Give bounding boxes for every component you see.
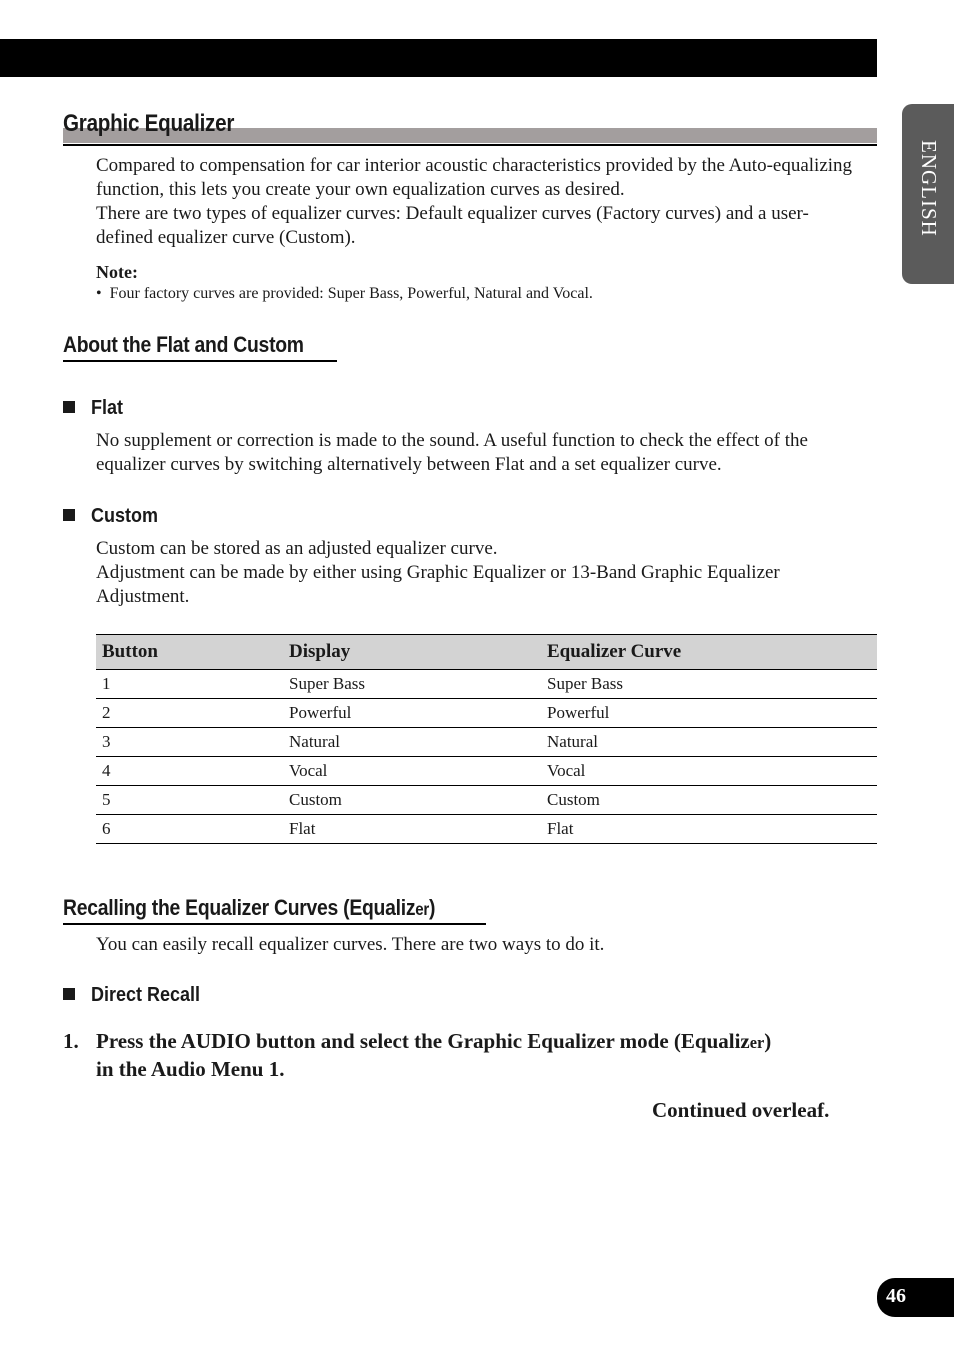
section-heading-text: About the Flat and Custom — [63, 332, 304, 357]
step-small-caps: er — [749, 1033, 765, 1052]
step-line: in the Audio Menu 1. — [96, 1057, 285, 1081]
title-rule — [63, 144, 877, 146]
page-number: 46 — [886, 1285, 906, 1307]
table-row — [96, 815, 877, 844]
subheading-custom — [63, 505, 165, 528]
table-cell: Super Bass — [541, 670, 877, 699]
subheading-direct-recall — [63, 984, 212, 1007]
section-heading-text — [63, 895, 435, 921]
table-cell: Vocal — [541, 757, 877, 786]
subheading-text: Flat — [91, 397, 124, 419]
table-cell: Custom — [283, 786, 541, 815]
table-cell: 4 — [96, 757, 283, 786]
intro-text — [96, 154, 856, 250]
heading-small-caps: er — [415, 899, 430, 919]
table-cell: Flat — [283, 815, 541, 844]
table-cell: Flat — [541, 815, 877, 844]
table-row — [96, 786, 877, 815]
section-heading-recall — [63, 895, 486, 925]
page-number-tab — [877, 1278, 954, 1317]
page-title: Graphic Equalizer — [63, 110, 235, 137]
table-cell: 5 — [96, 786, 283, 815]
subheading-text: Direct Recall — [91, 984, 201, 1006]
table-cell: 3 — [96, 728, 283, 757]
table-cell: 1 — [96, 670, 283, 699]
subheading-flat — [63, 397, 127, 420]
table-cell: Powerful — [541, 699, 877, 728]
table-row — [96, 699, 877, 728]
step-number: 1. — [63, 1029, 79, 1053]
note-label: Note: — [96, 262, 138, 282]
step-line — [96, 1028, 856, 1056]
continued-note: Continued overleaf. — [652, 1098, 830, 1122]
table-header-row — [96, 635, 877, 670]
table-cell: Super Bass — [283, 670, 541, 699]
table-cell: Natural — [283, 728, 541, 757]
note-item-text: Four factory curves are provided: Super Bass, Powerful, Natural and Vocal. — [109, 285, 593, 302]
intro-paragraph: There are two types of equalizer curves: Default equalizer curves (Factory curves) and a user-defined equalizer curve (Custom). — [96, 203, 809, 248]
subheading-text: Custom — [91, 505, 159, 527]
square-bullet-icon — [63, 509, 75, 521]
column-header: Button — [96, 635, 283, 670]
equalizer-table — [96, 634, 877, 844]
table-cell: 6 — [96, 815, 283, 844]
table-row — [96, 670, 877, 699]
step-part: ) — [764, 1029, 772, 1053]
section-heading-flat-custom — [63, 332, 337, 362]
table-cell: Vocal — [283, 757, 541, 786]
table-cell: 2 — [96, 699, 283, 728]
column-header: Equalizer Curve — [541, 635, 877, 670]
intro-paragraph: Compared to compensation for car interior acoustic characteristics provided by the Auto-equalizing function, this lets you create your own equalization curves as desired. — [96, 155, 853, 200]
column-header: Display — [283, 635, 541, 670]
table-row — [96, 757, 877, 786]
square-bullet-icon — [63, 988, 75, 1000]
custom-paragraph: Adjustment can be made by either using Graphic Equalizer or 13-Band Graphic Equalizer Adjustment. — [96, 562, 780, 607]
heading-part: Recalling the Equalizer Curves (Equaliz — [63, 895, 416, 920]
step-part: Press the AUDIO button and select the Graphic Equalizer mode (Equaliz — [96, 1029, 750, 1053]
recall-text: You can easily recall equalizer curves. There are two ways to do it. — [96, 934, 605, 955]
page-title-block — [63, 110, 877, 148]
heading-part: ) — [429, 895, 436, 920]
table-cell: Powerful — [283, 699, 541, 728]
header-bar — [0, 39, 877, 77]
table-row — [96, 728, 877, 757]
table-cell: Natural — [541, 728, 877, 757]
language-tab-label: ENGLISH — [917, 140, 941, 237]
flat-text: No supplement or correction is made to the sound. A useful function to check the effect of the equalizer curves by switching alternatively between Flat and a set equalizer curve. — [96, 430, 808, 475]
custom-text — [96, 537, 866, 609]
note-item: • Four factory curves are provided: Super Bass, Powerful, Natural and Vocal. — [96, 285, 593, 302]
step-text — [96, 1028, 856, 1083]
table-cell: Custom — [541, 786, 877, 815]
square-bullet-icon — [63, 401, 75, 413]
language-tab — [902, 104, 954, 284]
custom-paragraph: Custom can be stored as an adjusted equalizer curve. — [96, 538, 498, 559]
